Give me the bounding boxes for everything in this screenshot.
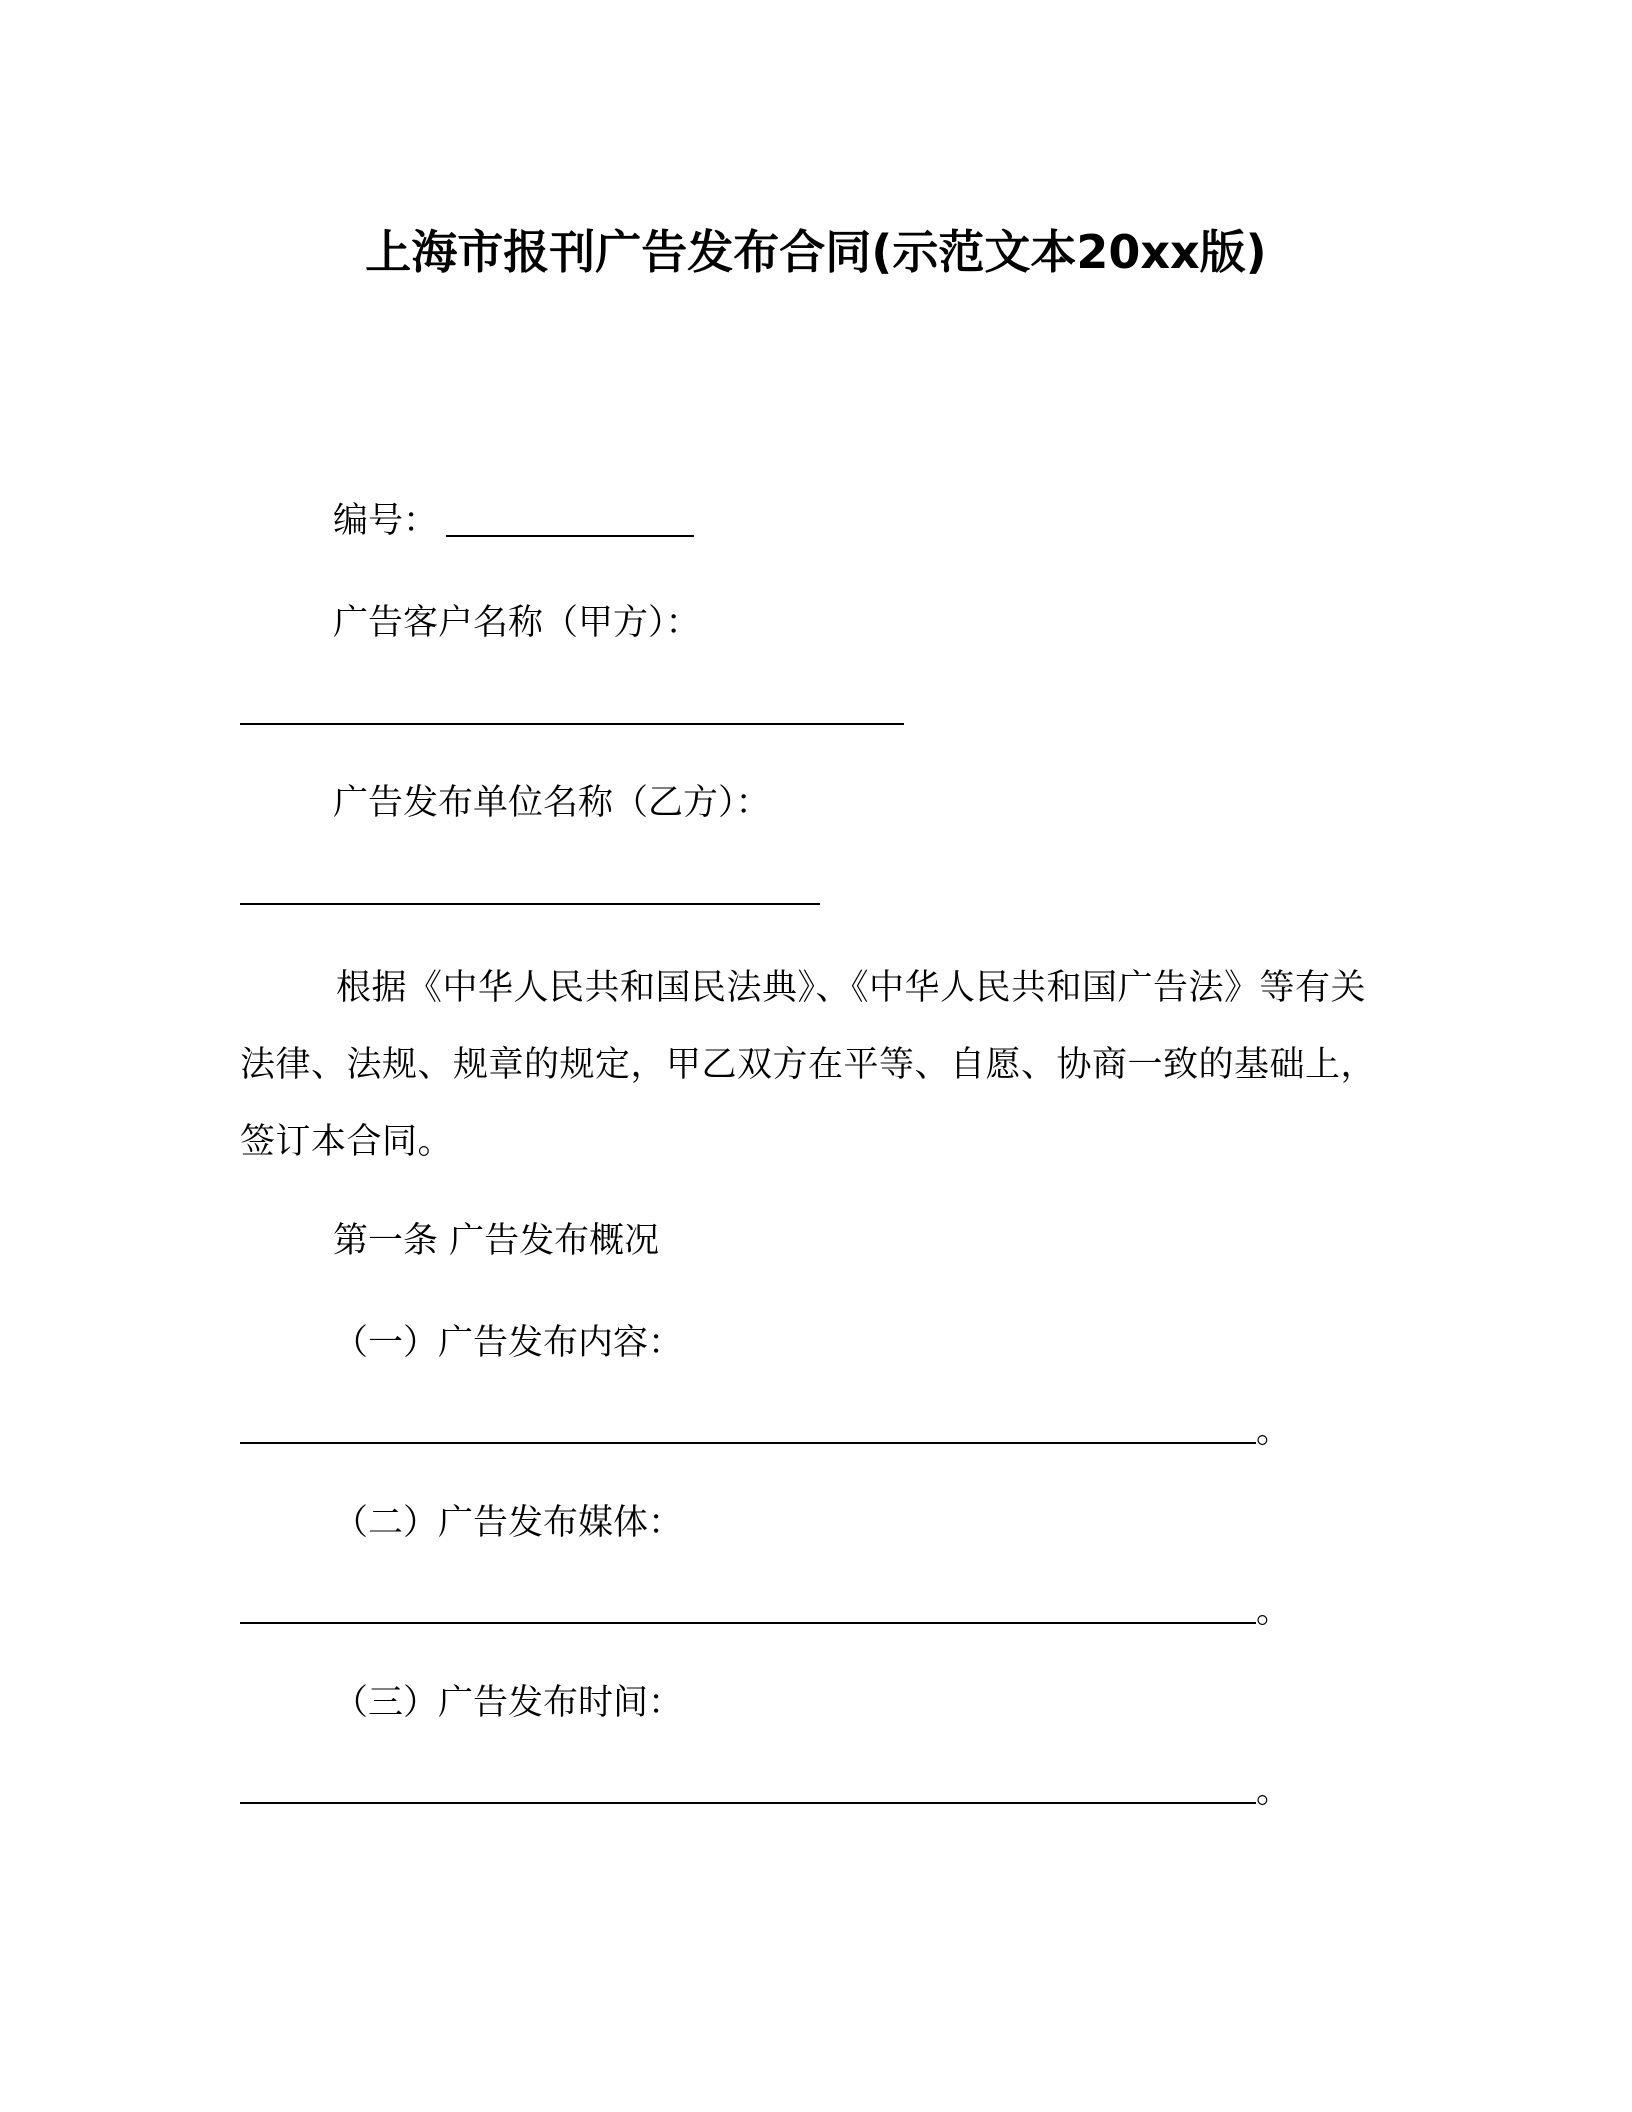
document-title: 上海市报刊广告发布合同(示范文本20xx版) — [365, 225, 1267, 279]
contract-number-label: 编号： — [333, 501, 439, 541]
item-3-blank[interactable] — [240, 1802, 1256, 1804]
party-a-label: 广告客户名称（甲方）： — [333, 603, 701, 643]
contract-number-blank[interactable] — [446, 535, 694, 537]
party-a-blank[interactable] — [240, 723, 904, 725]
party-b-label: 广告发布单位名称（乙方）： — [333, 783, 771, 823]
item-1-blank[interactable] — [240, 1442, 1256, 1444]
item-1-label: （一）广告发布内容： — [333, 1323, 684, 1363]
item-1-period: 。 — [1256, 1411, 1292, 1451]
item-2-label: （二）广告发布媒体： — [333, 1503, 684, 1543]
item-3-label: （三）广告发布时间： — [333, 1683, 684, 1723]
item-3-period: 。 — [1256, 1771, 1292, 1811]
item-2-period: 。 — [1256, 1591, 1292, 1631]
preamble-paragraph: 根据《中华人民共和国民法典》、《中华人民共和国广告法》等有关法律、法规、规章的规定，甲乙双方在平等、自愿、协商一致的基础上，签订本合同。 — [240, 968, 1377, 1162]
item-2-blank[interactable] — [240, 1622, 1256, 1624]
party-b-blank[interactable] — [240, 903, 820, 905]
article-1-heading: 第一条 广告发布概况 — [333, 1221, 660, 1261]
